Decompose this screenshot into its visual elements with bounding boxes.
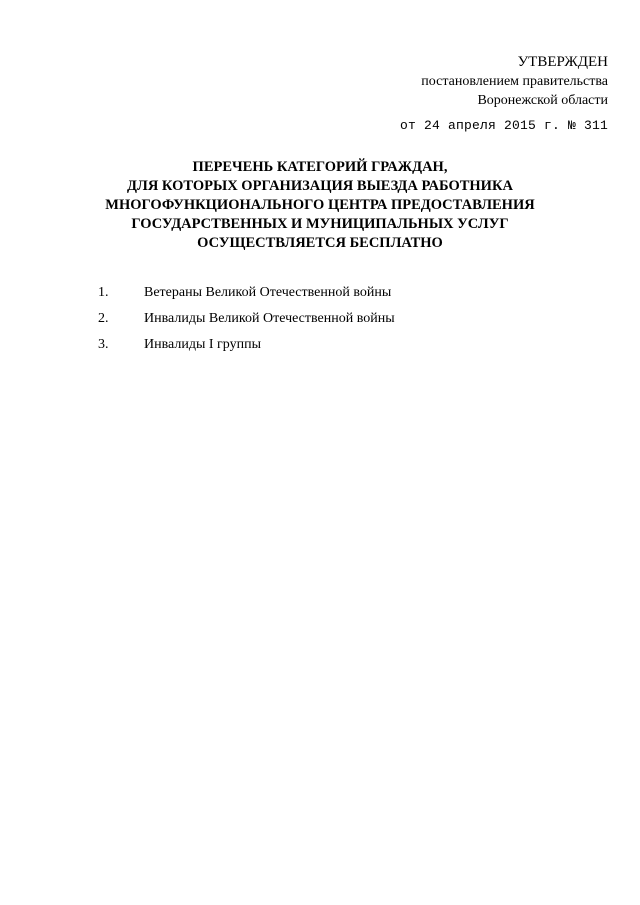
list-item — [98, 306, 395, 332]
list-item — [98, 280, 395, 306]
title-line-1: ПЕРЕЧЕНЬ КАТЕГОРИЙ ГРАЖДАН, — [192, 159, 448, 175]
list-item-text: Инвалиды Великой Отечественной войны — [144, 311, 395, 326]
title-line-5: ОСУЩЕСТВЛЯЕТСЯ БЕСПЛАТНО — [197, 235, 443, 251]
title-line-2: ДЛЯ КОТОРЫХ ОРГАНИЗАЦИЯ ВЫЕЗДА РАБОТНИКА — [127, 178, 513, 194]
document-title — [0, 158, 640, 253]
approval-line-2: Воронежской области — [477, 93, 608, 108]
list-item-number: 2. — [98, 311, 109, 326]
approval-date: от 24 апреля 2015 г. № 311 — [399, 118, 608, 133]
category-list — [98, 280, 395, 358]
approval-line-1: постановлением правительства — [421, 74, 608, 89]
list-item-number: 1. — [98, 285, 109, 300]
approval-block — [400, 52, 608, 135]
list-item — [98, 332, 395, 358]
approved-label: УТВЕРЖДЕН — [517, 54, 608, 70]
list-item-text: Ветераны Великой Отечественной войны — [144, 285, 392, 300]
list-item-text: Инвалиды I группы — [144, 337, 261, 352]
title-line-4: ГОСУДАРСТВЕННЫХ И МУНИЦИПАЛЬНЫХ УСЛУГ — [131, 216, 509, 232]
title-line-3: МНОГОФУНКЦИОНАЛЬНОГО ЦЕНТРА ПРЕДОСТАВЛЕНИЯ — [105, 197, 535, 213]
list-item-number: 3. — [98, 337, 109, 352]
